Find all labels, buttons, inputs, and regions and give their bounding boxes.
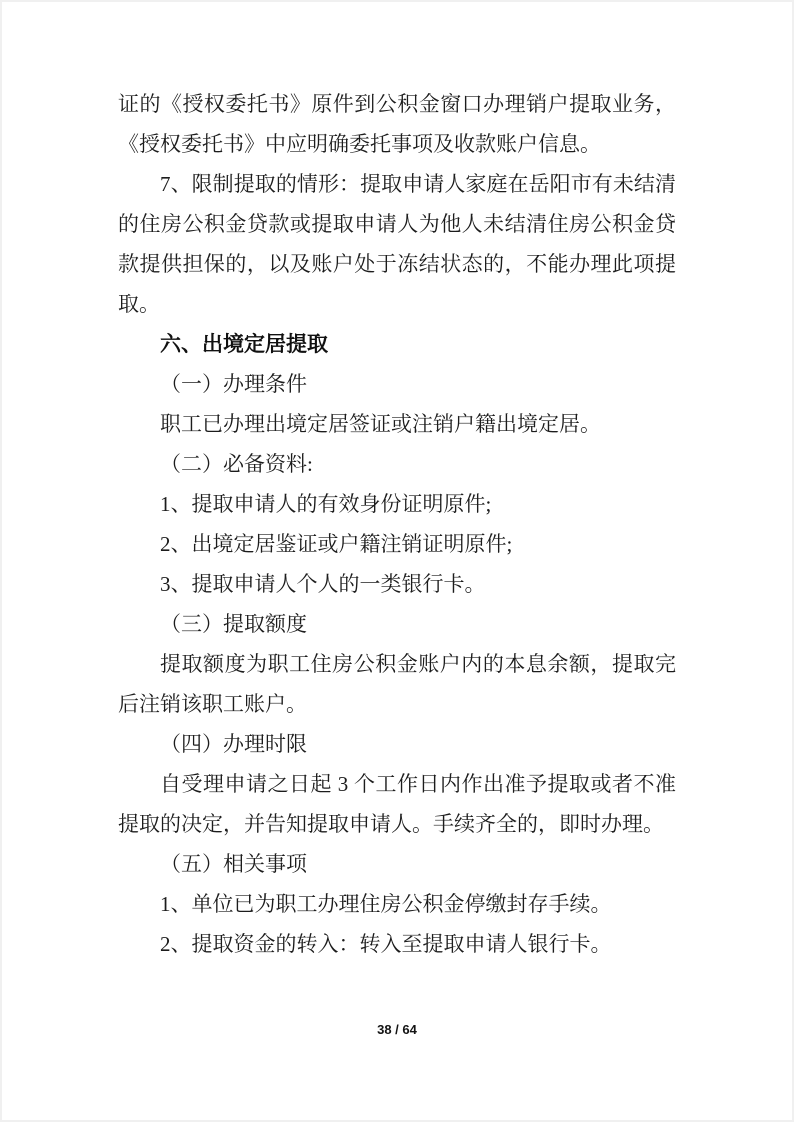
paragraph: （三）提取额度 xyxy=(160,612,307,636)
paragraph: 职工已办理出境定居签证或注销户籍出境定居。 xyxy=(160,412,601,436)
paragraph: 7、限制提取的情形：提取申请人家庭在岳阳市有未结清的住房公积金贷款或提取申请人为他人未结清住房公积金贷款提供担保的，以及账户处于冻结状态的，不能办理此项提取。 xyxy=(118,172,676,316)
paragraph: 证的《授权委托书》原件到公积金窗口办理销户提取业务，《授权委托书》中应明确委托事项及收款账户信息。 xyxy=(118,92,676,156)
paragraph: 2、出境定居鉴证或户籍注销证明原件; xyxy=(160,532,513,556)
paragraph: （四）办理时限 xyxy=(160,732,307,756)
paragraph: 提取额度为职工住房公积金账户内的本息余额，提取完后注销该职工账户。 xyxy=(118,652,676,716)
paragraph: （一）办理条件 xyxy=(160,372,307,396)
document-body xyxy=(118,84,676,964)
paragraph: 自受理申请之日起 3 个工作日内作出准予提取或者不准提取的决定，并告知提取申请人。手续齐全的，即时办理。 xyxy=(118,772,676,836)
section-heading: 六、出境定居提取 xyxy=(160,332,328,356)
paragraph: 3、提取申请人个人的一类银行卡。 xyxy=(160,572,486,596)
page-number: 38 / 64 xyxy=(377,1022,417,1037)
paragraph: 1、提取申请人的有效身份证明原件; xyxy=(160,492,492,516)
paragraph: 1、单位已为职工办理住房公积金停缴封存手续。 xyxy=(160,892,612,916)
paragraph: （五）相关事项 xyxy=(160,852,307,876)
paragraph: （二）必备资料: xyxy=(160,452,313,476)
paragraph: 2、提取资金的转入：转入至提取申请人银行卡。 xyxy=(160,932,612,956)
